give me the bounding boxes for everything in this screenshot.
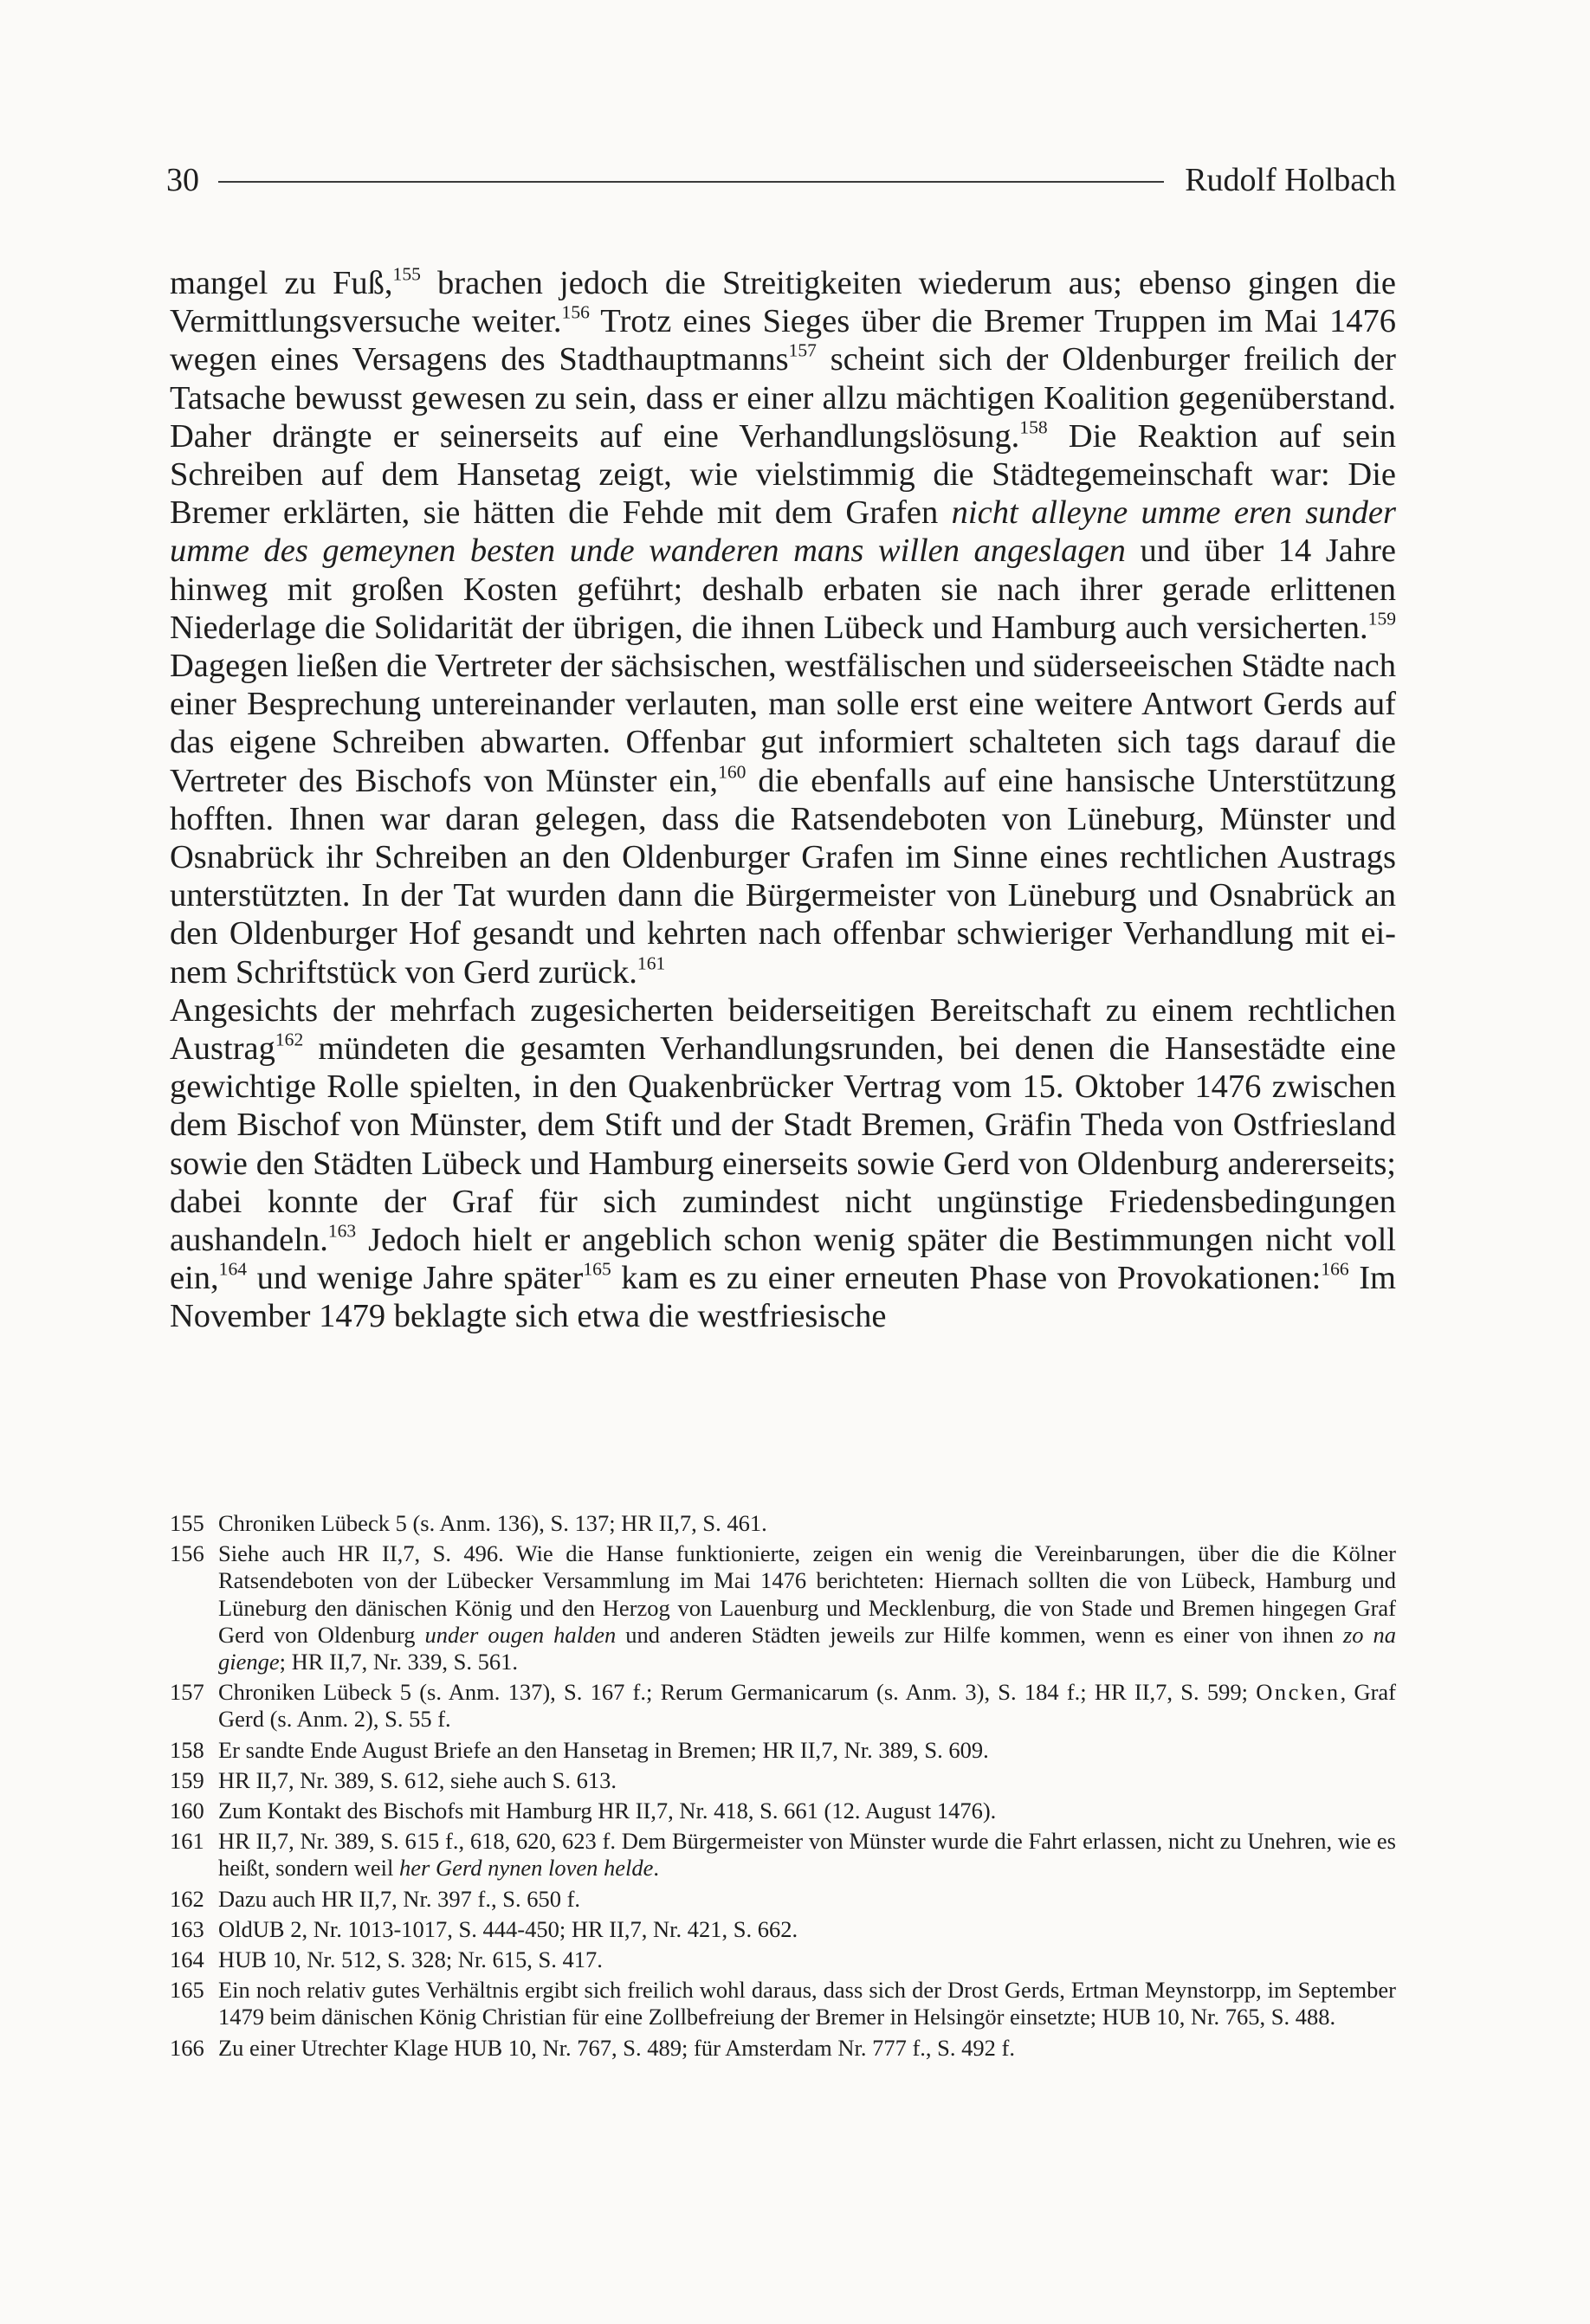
text-run: Siehe auch HR II,7, S. 496. Wie die Hanse funktionierte, zeigen ein wenig die Vereinbarungen, über die die Kölner Ratsendeboten von der Lübecker Versammlung im Mai 1476 berichteten: Hiernach sollten die von Lübeck, Hamburg und Lüneburg den dänischen König und den Herzog von Lauenburg und Mecklenburg, die von Stade und Bremen hingegen Graf Gerd von Oldenburg: [218, 1540, 1396, 1648]
text-run: Dagegen ließen die Vertreter der sächsischen, westfälischen und süderseeischen Städte nach einer Besprechung untereinander verlauten, man solle erst eine weitere Antwort Gerds auf das eigene Schreiben abwarten. Offenbar gut informiert schalteten sich tags darauf die Vertreter des Bischofs von Münster ein,: [170, 648, 1396, 799]
footnote-marker: 166: [1321, 1258, 1349, 1280]
text-run: kam es zu einer erneuten Phase von Provokationen:: [611, 1260, 1322, 1297]
footnote-number: 165: [170, 1977, 204, 2004]
footnote: [170, 1977, 1396, 2030]
footnote: [170, 1767, 1396, 1794]
footnote-marker: 159: [1367, 608, 1396, 629]
text-run: HUB 10, Nr. 512, S. 328; Nr. 615, S. 417.: [218, 1946, 603, 1973]
text-run: HR II,7, Nr. 389, S. 615 f., 618, 620, 623 f. Dem Bürgermeister von Münster wurde die Fahrt erlassen, nicht zu Unehren, wie es heißt, sondern weil: [218, 1828, 1396, 1882]
footnote-number: 161: [170, 1828, 204, 1855]
page-number: 30: [166, 162, 199, 198]
footnote: [170, 1916, 1396, 1943]
footnote-number: 163: [170, 1915, 204, 1942]
footnote-number: 157: [170, 1679, 204, 1706]
text-run: OldUB 2, Nr. 1013-1017, S. 444-450; HR II,7, Nr. 421, S. 662.: [218, 1915, 798, 1942]
quotation-italic: under ougen halden: [424, 1621, 617, 1648]
text-run: .: [653, 1855, 659, 1882]
footnote-number: 162: [170, 1885, 204, 1912]
quotation-italic: nicht alleyne umme eren sunder umme des gemeynen besten unde wanderen mans willen angeslagen: [170, 494, 1396, 570]
text-run: Chroniken Lübeck 5 (s. Anm. 136), S. 137; HR II,7, S. 461.: [218, 1510, 767, 1536]
text-run: die ebenfalls auf eine hansische Unterstützung hofften. Ihnen war daran gelegen, dass die Ratsendeboten von Lüneburg, Münster und Osnabrück ihr Schreiben an den Oldenburger Grafen im Sinne eines rechtlichen Austrags unterstützten. In der Tat wurden dann die Bürgermeister von Lüneburg und Osnabrück an den Oldenburger Hof gesandt und kehrten nach offenbar schwieriger Verhandlung mit einem Schriftstück von Gerd zurück.: [170, 762, 1396, 991]
footnote: [170, 1510, 1396, 1537]
text-run: und wenige Jahre später: [247, 1260, 584, 1297]
footnote-text: [218, 1679, 1396, 1733]
footnote-number: 159: [170, 1766, 204, 1793]
footnote-number: 164: [170, 1946, 204, 1973]
text-run: Die Reaktion auf sein Schreiben auf dem Hansetag zeigt, wie vielstimmig die Städtegemeinschaft war: Die Bremer erklärten, sie hätten die Fehde mit dem Grafen: [170, 417, 1396, 532]
text-run: Ein noch relativ gutes Verhältnis ergibt sich freilich wohl daraus, dass sich der Drost Gerds, Ertman Meynstorpp, im September 1479 beim dänischen König Christian für eine Zollbefreiung der Bremer in Helsingör einsetzte; HUB 10, Nr. 765, S. 488.: [218, 1977, 1396, 2030]
text-run: Jedoch hielt er angeblich schon wenig später die Bestimmungen nicht voll ein,: [170, 1222, 1396, 1297]
footnote-marker: 156: [561, 301, 590, 323]
text-run: Im November 1479 beklagte sich etwa die westfriesische: [170, 1260, 1396, 1335]
footnote-text: [218, 1916, 1396, 1943]
footnotes: [170, 1510, 1396, 2065]
text-run: brachen jedoch die Streitigkeiten wiederum aus; ebenso gingen die Vermittlungsversuche weiter.: [170, 265, 1397, 340]
footnote: [170, 1540, 1396, 1675]
footnote-number: 166: [170, 2034, 204, 2061]
footnote: [170, 1886, 1396, 1913]
text-run: Zum Kontakt des Bischofs mit Hamburg HR II,7, Nr. 418, S. 661 (12. August 1476).: [218, 1798, 997, 1824]
footnote-number: 155: [170, 1510, 204, 1536]
footnote-text: [218, 1540, 1396, 1675]
running-head-author: Rudolf Holbach: [1185, 162, 1396, 198]
footnote-text: [218, 1886, 1396, 1913]
footnote: [170, 1737, 1396, 1764]
quotation-italic: her Gerd nynen loven helde: [399, 1855, 654, 1882]
text-run: Zu einer Utrechter Klage HUB 10, Nr. 767, S. 489; für Amsterdam Nr. 777 f., S. 492 f.: [218, 2034, 1015, 2061]
text-run: und über 14 Jahre hinweg mit großen Kosten geführt; deshalb erbaten sie nach ihrer gerade erlittenen Niederlage die Solidarität der übrigen, die ihnen Lübeck und Hamburg auch versicherten.: [170, 533, 1397, 646]
text-run: Dazu auch HR II,7, Nr. 397 f., S. 650 f.: [218, 1885, 581, 1912]
text-run: ; HR II,7, Nr. 339, S. 561.: [279, 1649, 518, 1675]
footnote: [170, 1828, 1396, 1882]
text-run: Chroniken Lübeck 5 (s. Anm. 137), S. 167 f.; Rerum Germanicarum (s. Anm. 3), S. 184 f.; HR II,7, S. 599;: [218, 1679, 1257, 1706]
footnote-marker: 164: [218, 1258, 247, 1280]
footnote-marker: 160: [718, 761, 747, 783]
footnote-number: 160: [170, 1798, 204, 1824]
footnote-text: [218, 1737, 1396, 1764]
text-run: HR II,7, Nr. 389, S. 612, siehe auch S. 613.: [218, 1766, 617, 1793]
footnote-text: [218, 1828, 1396, 1882]
footnote-text: [218, 1510, 1396, 1537]
paragraph-2: [170, 991, 1396, 1336]
footnote-number: 156: [170, 1540, 204, 1567]
text-run: und anderen Städten jeweils zur Hilfe kommen, wenn es einer von ihnen: [616, 1621, 1343, 1648]
footnote-text: [218, 1977, 1396, 2030]
footnote-text: [218, 1798, 1396, 1824]
text-run: Angesichts der mehrfach zugesicherten beiderseitigen Bereitschaft zu einem rechtlichen Austrag: [170, 991, 1396, 1068]
footnote-text: [218, 2035, 1396, 2062]
footnote: [170, 1798, 1396, 1824]
text-run: , Graf Gerd (s. Anm. 2), S. 55 f.: [218, 1679, 1396, 1733]
footnote-marker: 165: [583, 1258, 611, 1280]
text-run: mündeten die gesamten Verhandlungsrunden, bei denen die Hansestädte eine gewichtige Rolle spielten, in den Quakenbrücker Vertrag vom 15. Oktober 1476 zwischen dem Bischof von Münster, dem Stift und der Stadt Bremen, Gräfin Theda von Ostfriesland sowie den Städten Lübeck und Hamburg einerseits sowie Gerd von Oldenburg andererseits; dabei konnte der Graf für sich zumindest nicht ungünstige Friedensbedingungen aushandeln.: [170, 1030, 1396, 1259]
text-run: mangel zu Fuß,: [170, 265, 393, 301]
footnote: [170, 2035, 1396, 2062]
paragraph-1: [170, 264, 1396, 991]
text-run: Er sandte Ende August Briefe an den Hansetag in Bremen; HR II,7, Nr. 389, S. 609.: [218, 1736, 989, 1763]
footnote-marker: 162: [275, 1029, 304, 1050]
footnote-text: [218, 1946, 1396, 1973]
main-text: [170, 264, 1396, 1336]
header-rule: [218, 181, 1164, 183]
footnote-number: 158: [170, 1736, 204, 1763]
footnote-marker: 157: [788, 339, 817, 361]
footnote-marker: 158: [1019, 416, 1048, 438]
footnote-marker: 161: [637, 952, 666, 974]
author-name-spaced: Oncken: [1256, 1679, 1341, 1706]
footnote: [170, 1946, 1396, 1973]
footnote: [170, 1679, 1396, 1733]
footnote-marker: 155: [392, 263, 421, 285]
text-run: Trotz eines Sieges über die Bremer Truppen im Mai 1476 wegen eines Versagens des Stadthauptmanns: [170, 303, 1396, 378]
running-header: [166, 163, 1396, 197]
footnote-marker: 163: [327, 1220, 357, 1242]
footnote-text: [218, 1767, 1396, 1794]
quotation-italic: zo na gienge: [218, 1621, 1396, 1675]
text-run: scheint sich der Oldenburger freilich der Tatsache bewusst gewesen zu sein, dass er einer allzu mächtigen Koalition gegenüberstand. Daher drängte er seinerseits auf eine Verhandlungslösung.: [170, 341, 1396, 455]
